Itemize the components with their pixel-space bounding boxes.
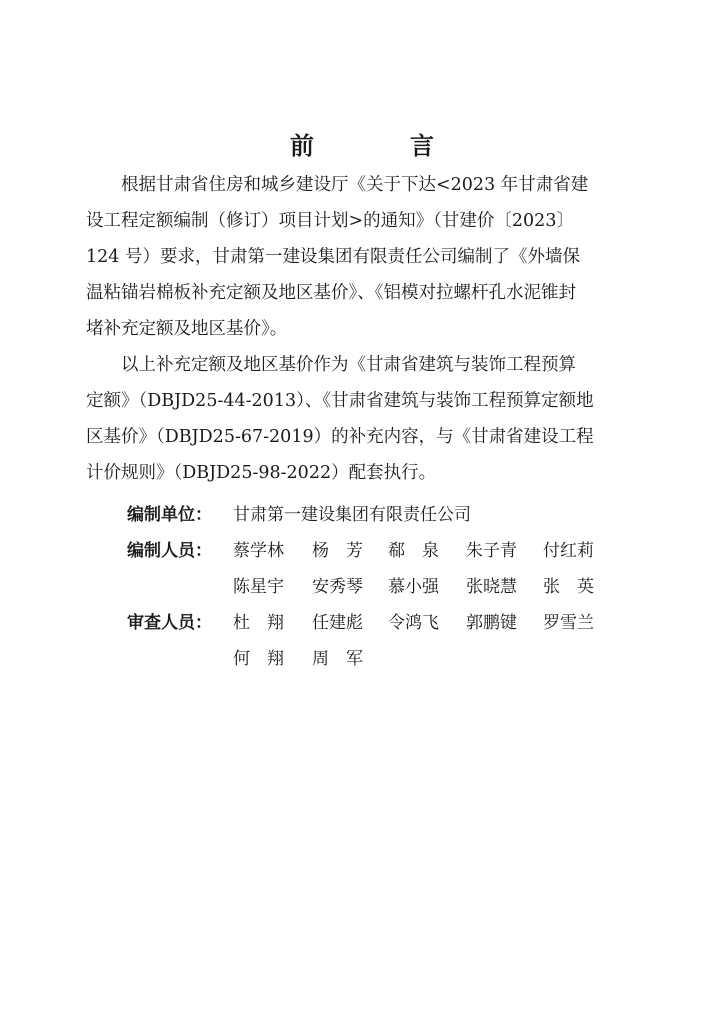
compilers-label: 编制人员：	[127, 541, 212, 561]
paragraph-2-line-1: 以上补充定额及地区基价作为《甘肃省建筑与装饰工程预算	[86, 355, 576, 375]
compiler-unit-value: 甘肃第一建设集团有限责任公司	[233, 505, 471, 525]
reviewers-row-1	[0, 611, 724, 635]
page-title: 前 言	[290, 132, 470, 160]
compiler-name: 郗 泉	[388, 541, 439, 561]
paragraph-1-line-5: 堵补充定额及地区基价》。	[86, 319, 288, 339]
compiler-name: 蔡学林	[233, 541, 284, 561]
compiler-name: 张 英	[543, 577, 594, 597]
compiler-name: 慕小强	[388, 577, 439, 597]
paragraph-2-line-4: 计价规则》（DBJD25-98-2022）配套执行。	[86, 463, 437, 483]
reviewer-name: 何 翔	[233, 649, 284, 669]
compiler-unit-label: 编制单位：	[127, 505, 212, 525]
paragraph-1-line-2: 设工程定额编制（修订）项目计划>的通知》（甘建价〔2023〕	[86, 211, 574, 231]
compiler-name: 杨 芳	[312, 541, 363, 561]
reviewer-name: 任建彪	[312, 613, 363, 633]
compiler-name: 张晓慧	[466, 577, 517, 597]
compiler-name: 陈星宇	[233, 577, 284, 597]
reviewers-label: 审查人员：	[127, 613, 212, 633]
compiler-name: 付红莉	[543, 541, 594, 561]
paragraph-1-line-4: 温粘锚岩棉板补充定额及地区基价》、《铝模对拉螺杆孔水泥锥封	[86, 283, 576, 303]
reviewer-name: 令鸿飞	[388, 613, 439, 633]
compilers-row-1	[0, 539, 724, 563]
reviewer-name: 周 军	[312, 649, 363, 669]
reviewers-row-2	[0, 647, 724, 671]
reviewer-name: 杜 翔	[233, 613, 284, 633]
compiler-name: 安秀琴	[312, 577, 363, 597]
compiler-name: 朱子青	[466, 541, 517, 561]
paragraph-2-line-2: 定额》（DBJD25-44-2013）、《甘肃省建筑与装饰工程预算定额地	[86, 391, 594, 411]
compiler-unit-row	[0, 503, 724, 527]
reviewer-name: 罗雪兰	[543, 613, 594, 633]
paragraph-2-line-3: 区基价》（DBJD25-67-2019）的补充内容，与《甘肃省建设工程	[86, 427, 594, 447]
compilers-row-2	[0, 575, 724, 599]
paragraph-1-line-1: 根据甘肃省住房和城乡建设厅《关于下达<2023 年甘肃省建	[86, 175, 589, 195]
reviewer-name: 郭鹏键	[466, 613, 517, 633]
paragraph-1-line-3: 124 号）要求，甘肃第一建设集团有限责任公司编制了《外墙保	[86, 247, 580, 267]
